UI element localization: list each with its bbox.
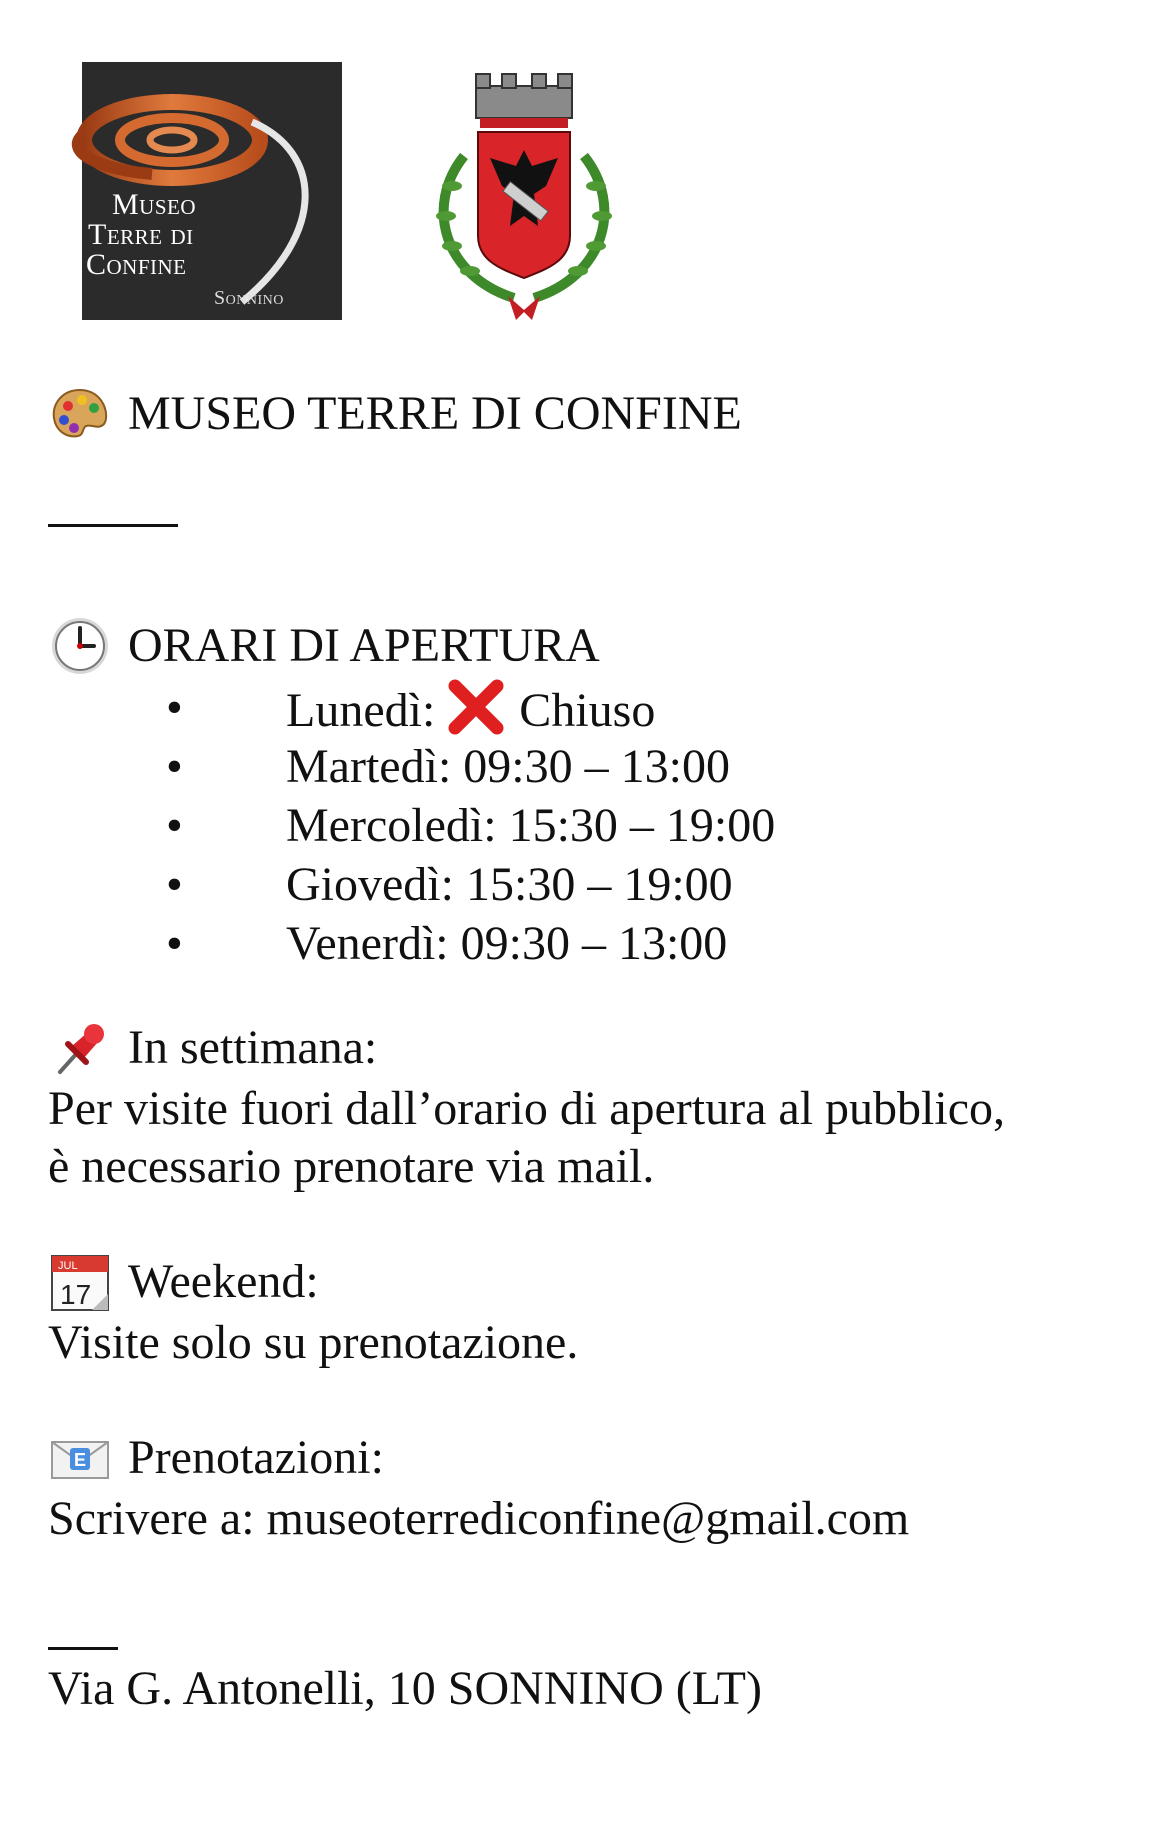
day-label: Martedì:: [286, 740, 452, 793]
day-label: Giovedì:: [286, 858, 454, 911]
weekend-heading: Weekend:: [128, 1255, 319, 1308]
list-item: [48, 737, 775, 796]
pushpin-icon: [48, 1016, 112, 1080]
municipal-crest-icon: [424, 66, 624, 326]
email-icon: [48, 1426, 112, 1490]
calendar-day: 17: [60, 1279, 92, 1310]
title-text: MUSEO TERRE DI CONFINE: [128, 387, 742, 440]
weekend-section: [48, 1250, 578, 1372]
day-time: 09:30 – 13:00: [463, 740, 730, 793]
logo-subtitle: Sonnino: [214, 287, 284, 309]
museum-title: [48, 382, 742, 446]
cross-mark-icon: [447, 678, 505, 736]
weekday-section: [48, 1016, 1005, 1196]
day-label: Lunedì:: [286, 684, 436, 737]
hours-heading-text: ORARI DI APERTURA: [128, 619, 600, 672]
bullet: •: [166, 681, 183, 734]
booking-section: [48, 1426, 909, 1548]
bullet: •: [166, 858, 183, 911]
logo-row: [34, 30, 634, 342]
hours-list: [48, 678, 775, 973]
museum-logo: [82, 62, 342, 320]
day-time: 09:30 – 13:00: [460, 917, 728, 970]
day-time: Chiuso: [519, 684, 656, 737]
hours-heading: [48, 614, 600, 678]
logo-line-2: Terre di: [88, 218, 194, 251]
clock-icon: [48, 614, 112, 678]
list-item: [48, 678, 775, 737]
svg-text:E: E: [74, 1450, 87, 1470]
day-time: 15:30 – 19:00: [465, 858, 733, 911]
list-item: [48, 855, 775, 914]
weekday-heading: In settimana:: [128, 1021, 378, 1074]
list-item: [48, 796, 775, 855]
day-time: 15:30 – 19:00: [508, 799, 776, 852]
address-divider: [48, 1647, 118, 1650]
bullet: •: [166, 740, 183, 793]
logo-line-1: Museo: [112, 188, 197, 221]
booking-heading: Prenotazioni:: [128, 1431, 384, 1484]
calendar-icon: [48, 1250, 112, 1314]
weekday-line-2: è necessario prenotare via mail.: [48, 1140, 655, 1193]
list-item: [48, 914, 775, 973]
bullet: •: [166, 917, 183, 970]
weekend-text: Visite solo su prenotazione.: [48, 1316, 579, 1369]
address: Via G. Antonelli, 10 SONNINO (LT): [48, 1662, 762, 1715]
day-label: Mercoledì:: [286, 799, 497, 852]
logo-line-3: Confine: [86, 248, 187, 281]
calendar-month: JUL: [58, 1260, 78, 1272]
booking-text[interactable]: Scrivere a: museoterrediconfine@gmail.com: [48, 1492, 910, 1545]
bullet: •: [166, 799, 183, 852]
palette-icon: [48, 382, 112, 446]
weekday-line-1: Per visite fuori dall’orario di apertura al pubblico,: [48, 1082, 1006, 1135]
day-label: Venerdì:: [286, 917, 449, 970]
section-divider: [48, 524, 178, 527]
